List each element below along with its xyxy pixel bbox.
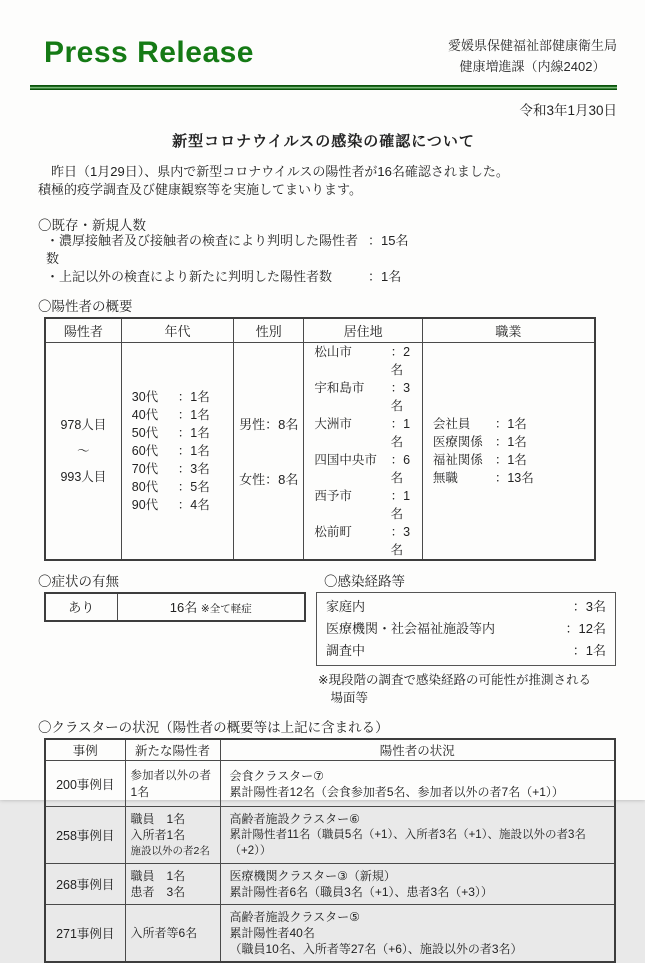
col-header-case: 事例 [45, 739, 125, 761]
count-item [46, 268, 617, 286]
age-value: ：5名 [178, 478, 210, 496]
col-header-new-positives: 新たな陽性者 [125, 739, 220, 761]
cluster-new-cell [125, 807, 220, 864]
cluster-status-line: 会食クラスター⑦ [230, 768, 606, 784]
patient-range-tilde: 〜 [46, 438, 121, 464]
occupation-value: ：1名 [495, 415, 527, 433]
cluster-status-line: 累計陽性者11名（職員5名（+1）、入所者3名（+1）、施設以外の者3名（+2）） [230, 827, 606, 859]
press-release-logo: Press Release [30, 36, 254, 70]
residence-row [304, 343, 421, 379]
residence-value: ：1名 [391, 487, 422, 523]
age-row [122, 442, 233, 460]
age-label: 60代 [132, 442, 178, 460]
occupation-label: 医療関係 [433, 433, 495, 451]
cluster-row [45, 761, 615, 807]
cluster-status-cell [220, 761, 615, 807]
count-label: ・上記以外の検査により新たに判明した陽性者数 [46, 268, 368, 286]
clusters-table [44, 738, 616, 963]
col-header-residence: 居住地 [304, 318, 422, 342]
routes-footnote-line1: ※現段階の調査で感染経路の可能性が推測される [318, 671, 616, 689]
residence-row [304, 487, 421, 523]
age-row [122, 406, 233, 424]
cluster-case: 258事例目 [45, 807, 125, 864]
symptoms-value-cell [117, 593, 305, 621]
symptoms-table [44, 592, 306, 622]
cluster-row [45, 807, 615, 864]
page-header [30, 36, 617, 82]
gender-male: 男性：8名 [234, 414, 303, 433]
cluster-case: 268事例目 [45, 864, 125, 905]
section-counts [30, 214, 617, 286]
occupation-cell [422, 342, 595, 560]
route-label: 医療機関・社会福祉施設等内 [326, 618, 495, 640]
route-value: ：1名 [573, 640, 606, 662]
col-header-gender: 性別 [234, 318, 304, 342]
residence-row [304, 379, 421, 415]
cluster-status-cell [220, 864, 615, 905]
header-divider-rule [30, 85, 617, 90]
col-header-occupation: 職業 [422, 318, 595, 342]
age-label: 70代 [132, 460, 178, 478]
intro-line-1: 昨日（1月29日）、県内で新型コロナウイルスの陽性者が16名確認されました。 [38, 163, 611, 181]
clusters-header-row [45, 739, 615, 761]
overview-header-row [45, 318, 595, 342]
cluster-status-cell [220, 807, 615, 864]
occupation-label: 福祉関係 [433, 451, 495, 469]
count-value: ：1名 [368, 268, 401, 286]
residence-row [304, 415, 421, 451]
cluster-new-cell [125, 864, 220, 905]
route-value: ：3名 [573, 596, 606, 618]
cluster-row [45, 864, 615, 905]
age-value: ：3名 [178, 460, 210, 478]
section-overview [30, 295, 617, 561]
age-label: 80代 [132, 478, 178, 496]
cluster-new-line: 職員 1名 [131, 868, 215, 884]
col-header-patient: 陽性者 [45, 318, 121, 342]
residence-value: ：2名 [391, 343, 422, 379]
residence-value: ：3名 [391, 523, 422, 559]
overview-table [44, 317, 596, 561]
clusters-heading: 〇クラスターの状況（陽性者の概要等は上記に含まれる） [38, 716, 617, 734]
cluster-new-line: 入所者1名 [131, 827, 215, 843]
age-value: ：1名 [178, 388, 210, 406]
age-label: 90代 [132, 496, 178, 514]
residence-cell [304, 342, 422, 560]
counts-heading: 〇既存・新規人数 [38, 214, 617, 232]
routes-heading: 〇感染経路等 [324, 570, 616, 588]
age-label: 40代 [132, 406, 178, 424]
route-row [326, 596, 606, 618]
occupation-row [423, 415, 594, 433]
gender-lines [234, 396, 303, 506]
symptoms-note: ※全て軽症 [201, 603, 252, 615]
section-symptoms [30, 570, 316, 707]
age-value: ：1名 [178, 442, 210, 460]
cluster-case: 271事例目 [45, 905, 125, 963]
section-routes [316, 570, 616, 707]
route-row [326, 618, 606, 640]
residence-label: 松前町 [314, 523, 390, 559]
cluster-status-line: 医療機関クラスター③（新規） [230, 868, 606, 884]
cluster-status-cell [220, 905, 615, 963]
occupation-label: 無職 [433, 469, 495, 487]
age-label: 30代 [132, 388, 178, 406]
cluster-status-line: 累計陽性者6名（職員3名（+1）、患者3名（+3）） [230, 884, 606, 900]
intro-paragraph [38, 163, 611, 199]
col-header-status: 陽性者の状況 [220, 739, 615, 761]
route-value: ：12名 [566, 618, 606, 640]
agency-division: 健康増進課（内線2402） [448, 57, 617, 78]
patient-range-from: 978人目 [46, 412, 121, 438]
issuing-agency [448, 36, 617, 78]
cluster-status-line: （職員10名、入所者等27名（+6）、施設以外の者3名） [230, 941, 606, 957]
cluster-new-line: 1名 [131, 784, 215, 800]
symptoms-routes-row [30, 570, 617, 707]
age-breakdown-cell [121, 342, 233, 560]
age-row [122, 496, 233, 514]
section-clusters [30, 716, 617, 963]
cluster-new-line: 職員 1名 [131, 811, 215, 827]
age-row [122, 424, 233, 442]
occupation-row [423, 469, 594, 487]
cluster-case: 200事例目 [45, 761, 125, 807]
residence-value: ：6名 [391, 451, 422, 487]
age-value: ：1名 [178, 424, 210, 442]
occupation-value: ：13名 [495, 469, 534, 487]
cluster-new-line: 患者 3名 [131, 884, 215, 900]
count-label: ・濃厚接触者及び接触者の検査により判明した陽性者数 [46, 232, 368, 268]
age-label: 50代 [132, 424, 178, 442]
occupation-value: ：1名 [495, 433, 527, 451]
residence-row [304, 451, 421, 487]
cluster-new-line: 入所者等6名 [131, 925, 215, 941]
count-item [46, 232, 617, 268]
residence-label: 松山市 [314, 343, 390, 379]
occupation-value: ：1名 [495, 451, 527, 469]
residence-label: 西予市 [314, 487, 390, 523]
route-row [326, 640, 606, 662]
route-label: 調査中 [326, 640, 365, 662]
agency-bureau: 愛媛県保健福祉部健康衛生局 [448, 36, 617, 57]
residence-label: 大洲市 [314, 415, 390, 451]
gender-female: 女性：8名 [234, 469, 303, 488]
cluster-status-line: 累計陽性者40名 [230, 925, 606, 941]
count-value: ：15名 [368, 232, 408, 268]
cluster-new-line: 参加者以外の者 [131, 768, 215, 784]
patient-range-to: 993人目 [46, 464, 121, 490]
symptoms-label: あり [45, 593, 117, 621]
age-row [122, 478, 233, 496]
age-row [122, 388, 233, 406]
cluster-status-line: 高齢者施設クラスター⑤ [230, 909, 606, 925]
overview-heading: 〇陽性者の概要 [38, 295, 617, 313]
document-title: 新型コロナウイルスの感染の確認について [30, 130, 617, 150]
occupation-label: 会社員 [433, 415, 495, 433]
cluster-status-line: 高齢者施設クラスター⑥ [230, 811, 606, 827]
cluster-new-line: 施設以外の者2名 [131, 843, 215, 859]
age-row [122, 460, 233, 478]
cluster-new-cell [125, 905, 220, 963]
age-value: ：1名 [178, 406, 210, 424]
residence-row [304, 523, 421, 559]
routes-box [316, 592, 616, 666]
overview-data-row [45, 342, 595, 560]
cluster-row [45, 905, 615, 963]
gender-cell [234, 342, 304, 560]
patient-range-cell [45, 342, 121, 560]
symptoms-heading: 〇症状の有無 [38, 570, 316, 588]
route-label: 家庭内 [326, 596, 365, 618]
occupation-row [423, 451, 594, 469]
symptoms-value: 16名 [170, 600, 197, 615]
col-header-age: 年代 [121, 318, 233, 342]
age-value: ：4名 [178, 496, 210, 514]
residence-label: 宇和島市 [314, 379, 390, 415]
issue-date: 令和3年1月30日 [30, 99, 617, 117]
residence-label: 四国中央市 [314, 451, 390, 487]
residence-value: ：1名 [391, 415, 422, 451]
cluster-status-line: 累計陽性者12名（会食参加者5名、参加者以外の者7名（+1）） [230, 784, 606, 800]
occupation-row [423, 433, 594, 451]
routes-footnote-line2: 場面等 [318, 689, 616, 707]
routes-footnote [318, 671, 616, 707]
residence-value: ：3名 [391, 379, 422, 415]
symptoms-row [45, 593, 305, 621]
intro-line-2: 積極的疫学調査及び健康観察等を実施してまいります。 [38, 181, 611, 199]
cluster-new-cell [125, 761, 220, 807]
